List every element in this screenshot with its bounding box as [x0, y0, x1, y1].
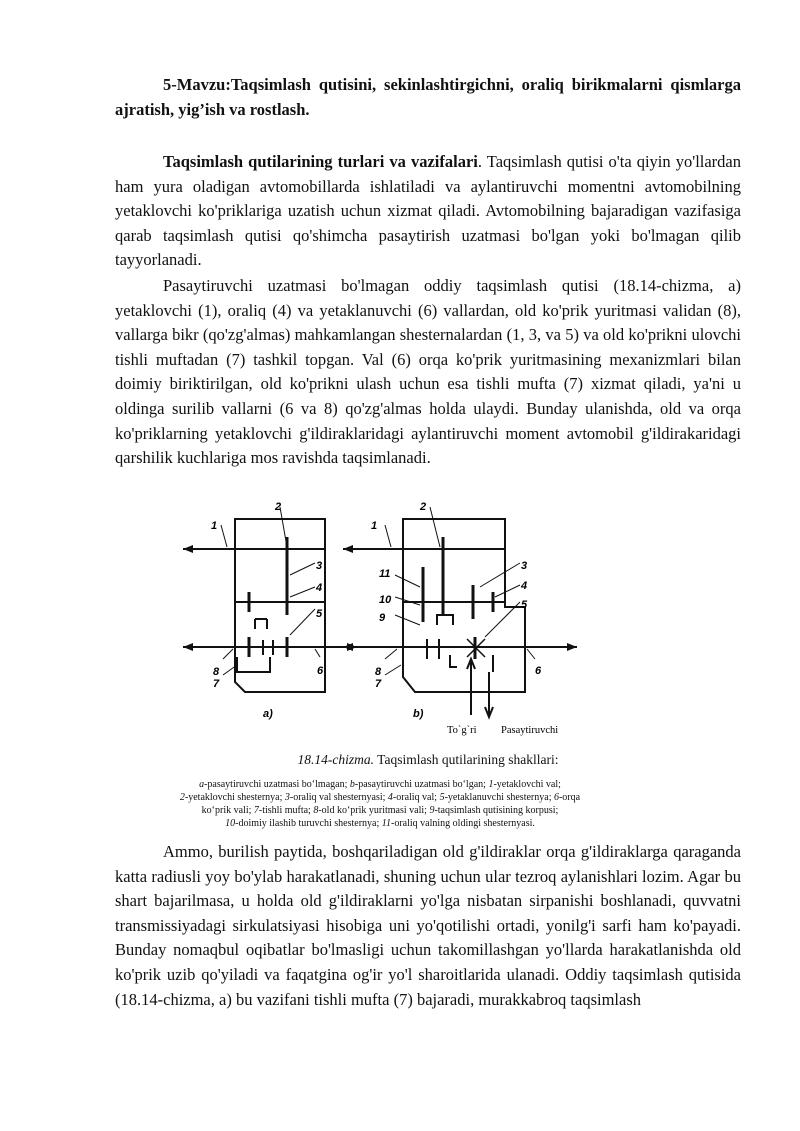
paragraph-1-lead: Taqsimlash qutilarining turlari va vazifalari	[163, 152, 478, 171]
figure-number: 18.14-chizma.	[297, 752, 375, 767]
paragraph-3: Ammo, burilish paytida, boshqariladigan old g'ildiraklar orqa g'ildiraklarga qaraganda katta radiusli yoy bo'ylab harakatlanadi, shuning uchun ular tezroq aylanishlari lozim. Agar bu shart bajarilmasa, u holda old g'ildiraklarni yo'lga nisbatan sirpanishi boshlanadi, quvvatni transmissiyadagi sirkulatsiyasi hisobiga uni yo'qotilishi ortadi, yonilg'i sarfi ham ko'payadi. Bunday nomaqbul oqibatlar bo'lmasligi uchun takomillashgan yo'llarda harakatlanishda old ko'prik uzib qo'yiladi va faqatgina og'ir yo'l sharoitlarida ulanadi. Oddiy taqsimlash qutisida (18.14-chizma, a) bu vazifani tishli mufta (7) bajaradi, murakkabroq taqsimlash	[115, 842, 741, 1009]
label-a-5: 5	[316, 608, 323, 620]
paragraph-1-text: . Taqsimlash qutisi o'ta qiyin yo'llardan ham yura oladigan avtomobillarda ishlatiladi va aylantiruvchi momentni avtomobilning yetaklovchi ko'priklariga uzatish uchun xizmat qiladi. Avtomobilning bajaradigan vazifasiga qarab taqsimlash qutisi qo'shimcha pasaytirish uzatmasi bo'lgan yoki bo'lmagan qilib tayyorlanadi.	[115, 152, 741, 270]
label-b-1: 1	[371, 520, 378, 532]
label-b-2: 2	[420, 501, 427, 513]
legend-value: -pasaytiruvchi uzatmasi bo‘lgan;	[354, 779, 489, 790]
arrow-label-reduction: Pasaytiruvchi	[501, 725, 559, 736]
sublabel-b: b)	[413, 708, 424, 720]
arrow-label-direct: To`g`ri	[447, 725, 477, 736]
label-a-3: 3	[316, 560, 323, 572]
legend-key: 8	[313, 805, 319, 816]
paragraph-1	[115, 150, 741, 273]
label-b-8: 8	[375, 666, 382, 678]
legend-value: -doimiy ilashib turuvchi shesternya;	[235, 818, 382, 829]
topic-heading: 5-Mavzu:Taqsimlash qutisini, sekinlashtirgichni, oraliq birikmalarni qismlarga ajratish, yig’ish va rostlash.	[115, 75, 741, 119]
label-b-7: 7	[375, 678, 382, 690]
legend-value: -yetaklovchi val;	[493, 779, 561, 790]
legend-key: 5	[439, 792, 445, 803]
legend-value: -oraliq val shesternyasi;	[289, 792, 388, 803]
legend-value: -pasaytiruvchi uzatmasi bo‘lmagan;	[204, 779, 350, 790]
label-a-7: 7	[213, 678, 220, 690]
figure-legend	[165, 778, 595, 830]
legend-key: 11	[381, 818, 392, 829]
legend-key: 2	[179, 792, 185, 803]
legend-value: -taqsimlash qutisining korpusi;	[434, 805, 559, 816]
legend-key: 6	[553, 792, 559, 803]
legend-key: 3	[284, 792, 290, 803]
gearbox-diagram-svg	[175, 497, 585, 737]
legend-value: -tishli mufta;	[258, 805, 314, 816]
paragraph-2: Pasaytiruvchi uzatmasi bo'lmagan oddiy taqsimlash qutisi (18.14-chizma, a) yetaklovchi (1), oraliq (4) va yetaklanuvchi (6) vallardan, old ko'prik yuritmasi validan (8), vallarga bikr (qo'zg'almas) mahkamlangan shesternalardan (1, 3, va 5) va old ko'prikni ulovchi tishli muftadan (7) tashkil topgan. Val (6) orqa ko'prik yuritmasining mexanizmlari bilan doimiy biriktirilgan, old ko'prikni ulash uchun esa tishli mufta (7) xizmat qiladi, ya'ni u oldinga surilib vallarni (6 va 8) qo'zg'almas holda ulaydi. Bunday ulanishda, old va orqa ko'priklarning yetaklovchi g'ildiraklaridagi aylantiruvchi moment avtomobil g'ildirakaridagi qarshilik kuchlariga mos ravishda taqsimlanadi.	[115, 276, 741, 468]
legend-key: 10	[225, 818, 236, 829]
label-b-5: 5	[521, 599, 528, 611]
legend-key: 7	[253, 805, 259, 816]
label-b-9: 9	[379, 612, 386, 624]
label-b-6: 6	[535, 665, 542, 677]
legend-value: ko‘prik vali;	[201, 805, 254, 816]
sublabel-a: a)	[263, 708, 273, 720]
housing-b	[403, 519, 528, 692]
label-b-10: 10	[379, 594, 392, 606]
legend-key: a	[199, 779, 205, 790]
legend-value: -oraliq val;	[392, 792, 440, 803]
figure-title: Taqsimlash qutilarining shakllari:	[374, 752, 559, 767]
legend-value: -orqa	[558, 792, 581, 803]
label-a-2: 2	[275, 501, 282, 513]
legend-value: -old ko‘prik yuritmasi vali;	[318, 805, 430, 816]
label-b-11: 11	[379, 568, 391, 580]
legend-value: -oraliq valning oldingi shesternyasi.	[391, 818, 535, 829]
legend-value: -yetaklanuvchi shesternya;	[444, 792, 554, 803]
legend-key: b	[349, 779, 355, 790]
legend-key: 1	[488, 779, 494, 790]
label-b-4: 4	[521, 580, 528, 592]
label-a-1: 1	[211, 520, 218, 532]
label-a-6: 6	[317, 665, 324, 677]
label-a-4: 4	[316, 582, 323, 594]
figure-caption	[115, 751, 741, 769]
legend-key: 4	[387, 792, 393, 803]
gearbox-diagram	[175, 497, 585, 737]
label-b-3: 3	[521, 560, 528, 572]
label-a-8: 8	[213, 666, 220, 678]
legend-key: 9	[429, 805, 435, 816]
legend-value: -yetaklovchi shesternya;	[184, 792, 285, 803]
